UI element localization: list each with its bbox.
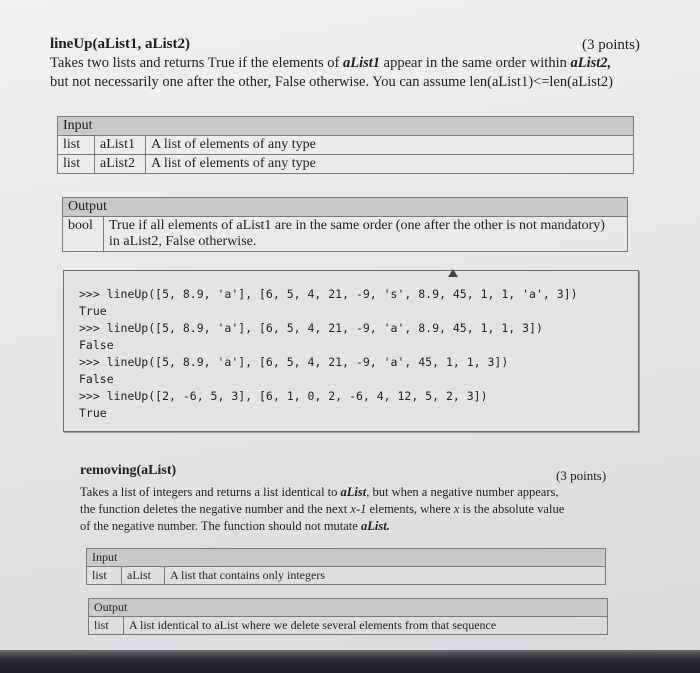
return-type: bool [63, 217, 104, 252]
desc-text: Takes a list of integers and returns a list identical to [80, 485, 341, 499]
param-desc: A list of elements of any type [146, 155, 634, 174]
example-line: True [79, 304, 107, 318]
example-line: >>> lineUp([5, 8.9, 'a'], [6, 5, 4, 21, -9, 'a', 45, 1, 1, 3]) [79, 355, 509, 369]
desc-text: appear in the same order within [380, 55, 571, 71]
example-line: >>> lineUp([2, -6, 5, 3], [6, 1, 0, 2, -6, 4, 12, 5, 2, 3]) [79, 389, 488, 403]
mouse-cursor-icon [448, 269, 458, 277]
desc-italic-alist: aList [340, 485, 367, 499]
example-line: True [79, 406, 107, 420]
section2-desc-line3 [80, 518, 640, 535]
section1-desc-line1 [50, 54, 680, 73]
section1-output-table [62, 197, 628, 252]
return-desc-line1: True if all elements of aList1 are in the same order (one after the other is not mandatory) [109, 218, 605, 233]
example-line: >>> lineUp([5, 8.9, 'a'], [6, 5, 4, 21, -9, 'a', 8.9, 45, 1, 1, 3]) [79, 321, 543, 335]
section1-input-table [57, 116, 634, 174]
desc-text: elements, where [366, 502, 454, 516]
table-row [63, 217, 628, 252]
desc-italic-alist: aList. [360, 519, 390, 533]
section1-points: (3 points) [582, 37, 640, 53]
section2-input-table [86, 548, 606, 585]
example-line: False [79, 338, 114, 352]
section1-description [50, 54, 680, 92]
section1-title: lineUp(aList1, aList2) [50, 36, 191, 52]
input-header: Input [58, 117, 634, 136]
param-desc: A list that contains only integers [165, 567, 606, 585]
example-line: False [79, 372, 114, 386]
return-desc: A list identical to aList where we delete several elements from that sequence [124, 617, 608, 635]
desc-text: Takes two lists and returns True if the elements of [50, 55, 343, 71]
input-header: Input [87, 549, 606, 567]
desc-italic-x-minus-1: x-1 [350, 502, 367, 516]
output-header: Output [89, 599, 608, 617]
desc-text: the function deletes the negative number and the next [80, 502, 351, 516]
param-type: list [87, 567, 122, 585]
section1-desc-line2: but not necessarily one after the other, False otherwise. You can assume len(aList1)<=len(aList2) [50, 74, 613, 90]
table-row [58, 155, 634, 174]
param-name: aList1 [95, 136, 146, 155]
section2-title: removing(aList) [80, 463, 177, 478]
output-header: Output [63, 198, 628, 217]
table-row [87, 567, 606, 585]
desc-italic-alist2: aList2, [570, 55, 612, 71]
screen-bottom-edge [0, 650, 700, 673]
desc-text: is the absolute value [459, 502, 565, 516]
table-row [89, 617, 608, 635]
desc-text: , but when a negative number appears, [366, 485, 559, 499]
section1-examples-box [63, 270, 639, 432]
section2-points: (3 points) [556, 468, 607, 483]
param-desc: A list of elements of any type [146, 136, 634, 155]
example-line: >>> lineUp([5, 8.9, 'a'], [6, 5, 4, 21, -9, 's', 8.9, 45, 1, 1, 'a', 3]) [79, 287, 578, 301]
param-type: list [58, 155, 95, 174]
section2-output-table [88, 598, 608, 635]
section2-description [80, 484, 640, 535]
table-row [58, 136, 634, 155]
param-name: aList [122, 567, 165, 585]
param-name: aList2 [95, 155, 146, 174]
desc-italic-x: x [453, 502, 460, 516]
return-desc-line2: in aList2, False otherwise. [109, 234, 257, 249]
return-type: list [89, 617, 124, 635]
desc-text: of the negative number. The function should not mutate [80, 519, 361, 533]
param-type: list [58, 136, 95, 155]
return-desc [104, 217, 628, 252]
section2-desc-line1 [80, 484, 640, 501]
desc-italic-alist1: aList1 [342, 55, 381, 71]
section2-desc-line2 [80, 501, 640, 518]
